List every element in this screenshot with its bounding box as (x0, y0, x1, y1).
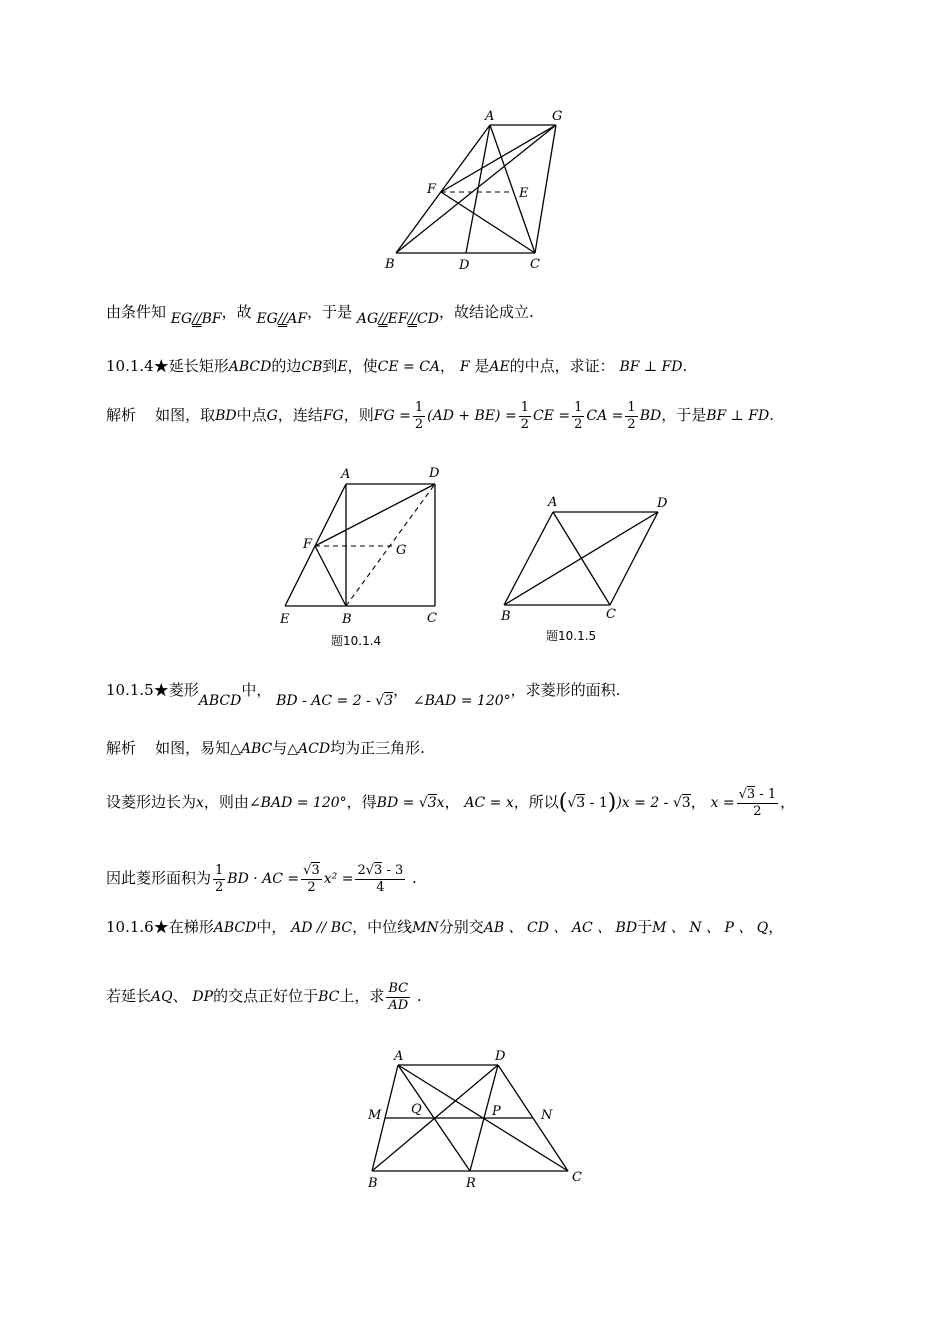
problem-10-1-6-cont: 若延长AQ、 DP的交点正好位于BC上，求 $\frac{BC}{AD}$ . (106, 980, 422, 1013)
caption-10-1-4: 题10.1.4 (331, 634, 382, 648)
figure-trapezoid-10-1-6 (360, 1045, 595, 1195)
problem-10-1-4: 10.1.4★延长矩形ABCD的边CB到E，使CE = CA， F 是AE的中点，求证： BF ⊥ FD. (106, 357, 688, 375)
label-B: B (342, 612, 352, 627)
label-E: E (519, 186, 529, 201)
problem-10-1-6: 10.1.6★在梯形ABCD中， AD // BC，中位线MN分别交AB 、 CD 、 AC 、 BD于M 、 N 、 P 、 Q， (106, 918, 784, 936)
segment-GF (441, 125, 556, 192)
label-P: P (492, 1104, 501, 1119)
segment-AD (466, 125, 490, 253)
label-C: C (572, 1170, 582, 1185)
solution-10-1-4: 解析 如图，取BD中点G，连结FG，则FG = $\frac{1}{2}$ (AD + BE) = $\frac{1}{2}$ CE = $\frac{1}{2}$ CA = $\frac{1}{2}$ BD，于是BF ⊥ FD. (106, 399, 775, 432)
label-E: E (280, 612, 290, 627)
solution-area: 因此菱形面积为 $\frac{1}{2}$ BD · AC = $\frac{√3}{2}$ x² = $\frac{2√3 - 3}{4}$ . (106, 862, 417, 895)
label-F: F (427, 182, 437, 197)
label-A: A (548, 495, 558, 510)
label-M: M (368, 1108, 382, 1123)
paragraph-conclusion: 由条件知 EG//BF，故 EG//AF，于是 AG//EF//CD，故结论成立. (106, 303, 534, 327)
segment-BD (346, 484, 435, 606)
label-B: B (368, 1176, 378, 1191)
segment-FC (441, 192, 535, 253)
label-B: B (385, 257, 395, 272)
segment-AB (504, 512, 553, 605)
label-A: A (485, 109, 495, 124)
segment-BD (504, 512, 658, 605)
solution-10-1-5: 解析 如图，易知△ABC与△ACD均为正三角形. (106, 739, 425, 757)
caption-10-1-5: 题10.1.5 (546, 629, 597, 643)
label-G: G (396, 543, 407, 558)
label-A: A (394, 1049, 404, 1064)
label-D: D (459, 258, 470, 273)
figure-rectangle-10-1-4 (275, 462, 450, 632)
label-R: R (466, 1176, 476, 1191)
label-D: D (495, 1049, 506, 1064)
label-Q: Q (411, 1102, 422, 1117)
figure-parallelogram-agcb (380, 105, 580, 275)
label-C: C (530, 257, 540, 272)
label-B: B (501, 609, 511, 624)
label-D: D (429, 466, 440, 481)
label-D: D (657, 496, 668, 511)
problem-10-1-5: 10.1.5★菱形ABCD中， BD - AC = 2 - √3， ∠BAD = 120°，求菱形的面积. (106, 681, 621, 709)
solution-side-length: 设菱形边长为x，则由∠BAD = 120°，得BD = √3x， AC = x，所以(√3 - 1))x = 2 - √3， x = $\frac{√3 - 1}{2}$ ， (106, 786, 796, 819)
label-F: F (303, 537, 313, 552)
segment-GC (535, 125, 556, 253)
label-A: A (341, 467, 351, 482)
label-G: G (552, 109, 563, 124)
label-N: N (541, 1108, 553, 1123)
label-C: C (427, 611, 437, 626)
label-C: C (606, 607, 616, 622)
segment-FB (315, 546, 346, 606)
segment-FD (315, 484, 435, 546)
figure-rhombus-10-1-5 (495, 490, 675, 630)
